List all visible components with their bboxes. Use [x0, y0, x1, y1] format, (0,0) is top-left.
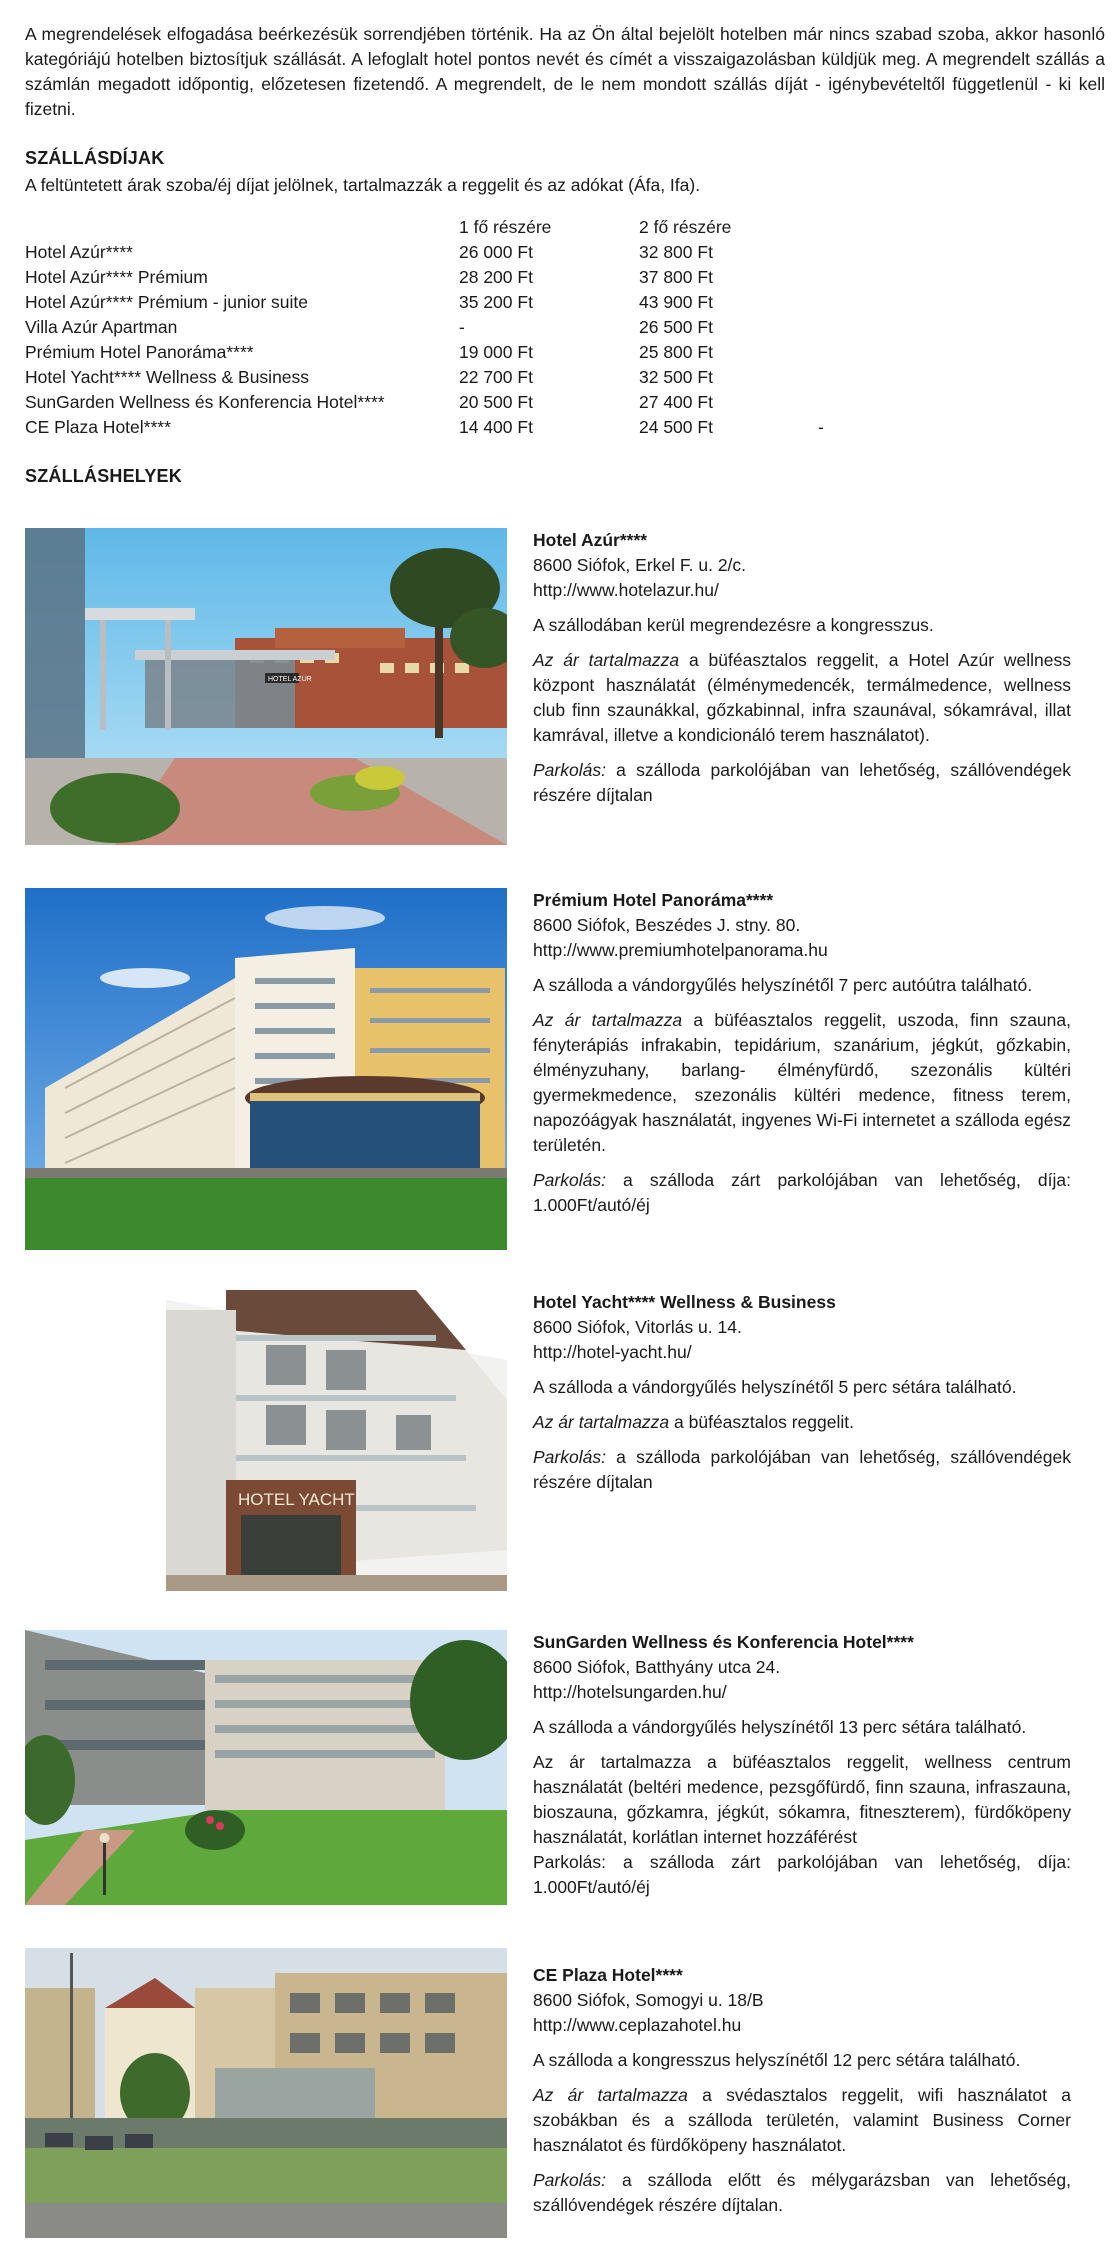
price-hotel-name: Hotel Azúr**** Prémium	[25, 267, 208, 287]
price-two-persons: 27 400 Ft	[639, 392, 713, 412]
hotel-sungarden-photo	[25, 1630, 507, 1905]
hotel-address: 8600 Siófok, Erkel F. u. 2/c.	[533, 555, 747, 575]
parking-label: Parkolás:	[533, 1170, 606, 1190]
parking-text: a szálloda előtt és mélygarázsban van lehetőség, szállóvendégek részére díjtalan.	[533, 2170, 1071, 2215]
price-one-person: 19 000 Ft	[459, 342, 533, 362]
hotel-parking	[533, 1168, 1071, 1218]
price-one-person: 22 700 Ft	[459, 367, 533, 387]
price-two-persons: 32 500 Ft	[639, 367, 713, 387]
hotel-includes	[533, 648, 1071, 748]
parking-text: a szálloda parkolójában van lehetőség, szállóvendégek részére díjtalan	[533, 760, 1071, 805]
hotel-name: CE Plaza Hotel****	[533, 1965, 683, 1985]
includes-text: a büféasztalos reggelit, uszoda, finn szauna, fényterápiás infrakabin, tepidárium, szanárium, jégkút, gőzkabin, élményzuhany, barlang- élményfürdő, szezonális kültéri gyermekmedence, szezonális kültéri medence, fitness terem, napozóágyak használatát, ingyenes Wi-Fi internetet a szálloda egész területén.	[533, 1010, 1071, 1155]
hotel-parking	[533, 758, 1071, 808]
intro-paragraph: A megrendelések elfogadása beérkezésük sorrendjében történik. Ha az Ön által bejelölt hotelben már nincs szabad szoba, akkor hasonló kategóriájú hotelben biztosítjuk szállását. A lefoglalt hotel pontos nevét és címét a visszaigazolásban küldjük meg. A megrendelt szállás a számlán megadott időpontig, előzetesen fizetendő. A megrendelt, de le nem mondott szállás díját - igénybevételtől függetlenül - ki kell fizetni.	[25, 24, 1105, 119]
hotel-panorama-info	[533, 888, 1071, 1218]
hotel-location: A szálloda a kongresszus helyszínétől 12 perc sétára található.	[533, 2050, 1021, 2070]
hotel-location: A szálloda a vándorgyűlés helyszínétől 13 perc sétára található.	[533, 1717, 1027, 1737]
hotel-includes: Az ár tartalmazza a büféasztalos reggelit, wellness centrum használatát (beltéri medence, pezsgőfürdő, finn szauna, infraszauna, bioszauna, gőzkamra, jégkút, sókamra, fitneszterem), fürdőköpeny használatát, korlátlan internet hozzáférést	[533, 1752, 1071, 1847]
hotel-location: A szálloda a vándorgyűlés helyszínétől 7 perc autóútra található.	[533, 975, 1033, 995]
hotel-address: 8600 Siófok, Vitorlás u. 14.	[533, 1317, 742, 1337]
includes-label: Az ár tartalmazza	[533, 1010, 683, 1030]
price-two-persons: 25 800 Ft	[639, 342, 713, 362]
hotel-address: 8600 Siófok, Beszédes J. stny. 80.	[533, 915, 801, 935]
hotel-includes	[533, 1008, 1071, 1158]
hotel-azur-info	[533, 528, 1071, 808]
includes-label: Az ár tartalmazza	[533, 1412, 670, 1432]
price-hotel-name: SunGarden Wellness és Konferencia Hotel****	[25, 392, 385, 412]
hotel-url[interactable]: http://hotelsungarden.hu/	[533, 1682, 727, 1702]
price-extra: -	[818, 417, 824, 437]
places-heading: SZÁLLÁSHELYEK	[25, 466, 182, 486]
includes-text: a svédasztalos reggelit, wifi használatot a szobákban és a szálloda területén, valamint Business Corner használatot és fürdőköpeny használatot.	[533, 2085, 1071, 2155]
price-hotel-name: Villa Azúr Apartman	[25, 317, 178, 337]
hotel-yacht-photo	[166, 1290, 507, 1591]
hotel-url[interactable]: http://www.hotelazur.hu/	[533, 580, 719, 600]
includes-label: Az ár tartalmazza	[533, 2085, 688, 2105]
price-hotel-name: Hotel Azúr**** Prémium - junior suite	[25, 292, 309, 312]
price-two-persons: 32 800 Ft	[639, 242, 713, 262]
price-one-person: 20 500 Ft	[459, 392, 533, 412]
price-one-person: 28 200 Ft	[459, 267, 533, 287]
hotel-panorama-photo	[25, 888, 507, 1250]
price-one-person: -	[459, 317, 465, 337]
hotel-parking	[533, 1445, 1071, 1495]
parking-label: Parkolás:	[533, 760, 606, 780]
rates-note: A feltüntetett árak szoba/éj díjat jelölnek, tartalmazzák a reggelit és az adókat (Áfa, Ifa).	[25, 175, 701, 195]
price-hotel-name: Hotel Yacht**** Wellness & Business	[25, 367, 310, 387]
price-two-persons: 26 500 Ft	[639, 317, 713, 337]
hotel-url[interactable]: http://www.premiumhotelpanorama.hu	[533, 940, 828, 960]
hotel-yacht-info	[533, 1290, 1071, 1495]
hotel-name: Hotel Azúr****	[533, 530, 648, 550]
price-hotel-name: Hotel Azúr****	[25, 242, 133, 262]
price-one-person: 14 400 Ft	[459, 417, 533, 437]
price-two-persons: 24 500 Ft	[639, 417, 713, 437]
rates-heading: SZÁLLÁSDÍJAK	[25, 148, 165, 168]
hotel-location: A szállodában kerül megrendezésre a kongresszus.	[533, 615, 934, 635]
hotel-address: 8600 Siófok, Somogyi u. 18/B	[533, 1990, 764, 2010]
includes-text: a büféasztalos reggelit, a Hotel Azúr wellness központ használatát (élménymedencék, termálmedence, wellness club finn szaunákkal, gőzkabinnal, infra szaunával, sókamrával, illat kamrával, illetve a kondicionáló terem használatot).	[533, 650, 1072, 745]
hotel-name: SunGarden Wellness és Konferencia Hotel****	[533, 1632, 914, 1652]
hotel-location: A szálloda a vándorgyűlés helyszínétől 5 perc sétára található.	[533, 1377, 1017, 1397]
hotel-address: 8600 Siófok, Batthyány utca 24.	[533, 1657, 781, 1677]
hotel-name: Prémium Hotel Panoráma****	[533, 890, 774, 910]
hotel-parking: Parkolás: a szálloda zárt parkolójában van lehetőség, díja: 1.000Ft/autó/éj	[533, 1852, 1071, 1897]
price-two-persons: 43 900 Ft	[639, 292, 713, 312]
parking-text: a szálloda zárt parkolójában van lehetőség, díja: 1.000Ft/autó/éj	[533, 1170, 1071, 1215]
parking-label: Parkolás:	[533, 1447, 606, 1467]
includes-label: Az ár tartalmazza	[533, 650, 680, 670]
hotel-azur-photo	[25, 528, 507, 845]
price-hotel-name: CE Plaza Hotel****	[25, 417, 171, 437]
price-one-person: 26 000 Ft	[459, 242, 533, 262]
hotel-azur-sign: HOTEL AZUR	[268, 676, 312, 683]
hotel-ceplaza-info	[533, 1963, 1071, 2218]
hotel-ceplaza-photo	[25, 1948, 507, 2238]
parking-text: a szálloda parkolójában van lehetőség, szállóvendégek részére díjtalan	[533, 1447, 1071, 1492]
hotel-name: Hotel Yacht**** Wellness & Business	[533, 1292, 836, 1312]
price-one-person: 35 200 Ft	[459, 292, 533, 312]
hotel-url[interactable]: http://www.ceplazahotel.hu	[533, 2015, 742, 2035]
hotel-includes	[533, 2083, 1071, 2158]
includes-text: a büféasztalos reggelit.	[669, 1412, 854, 1432]
col-header-two-persons: 2 fő részére	[639, 217, 732, 237]
hotel-sungarden-info	[533, 1630, 1071, 1900]
hotel-parking	[533, 2168, 1071, 2218]
price-hotel-name: Prémium Hotel Panoráma****	[25, 342, 254, 362]
col-header-one-person: 1 fő részére	[459, 217, 552, 237]
hotel-includes	[533, 1410, 1071, 1435]
price-two-persons: 37 800 Ft	[639, 267, 713, 287]
hotel-url[interactable]: http://hotel-yacht.hu/	[533, 1342, 692, 1362]
parking-label: Parkolás:	[533, 2170, 606, 2190]
hotel-yacht-sign: HOTEL YACHT	[238, 1490, 355, 1509]
